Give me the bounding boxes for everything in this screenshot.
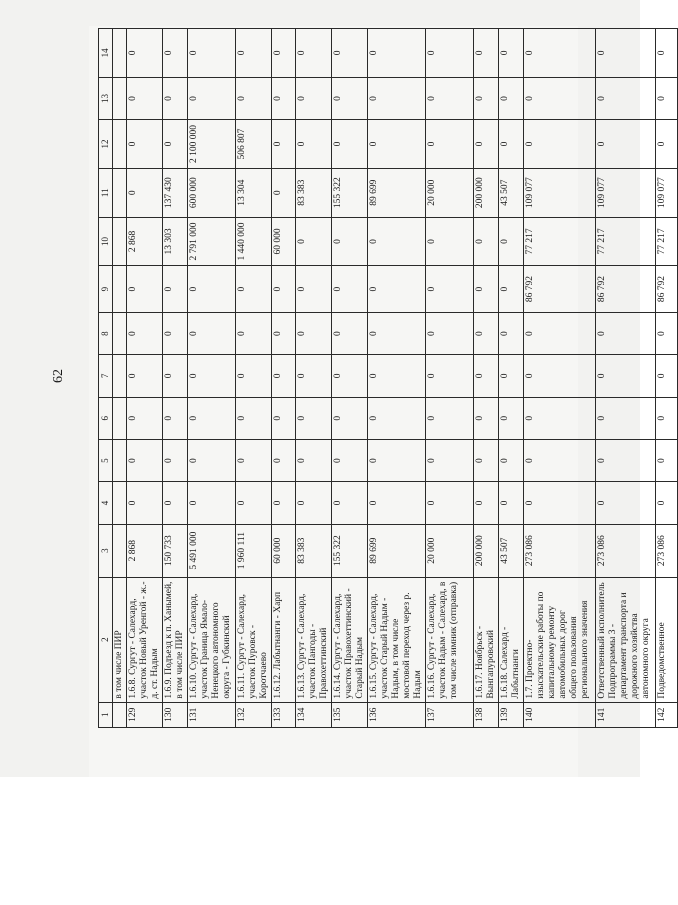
value-cell: 0 bbox=[296, 120, 332, 169]
value-cell: 0 bbox=[332, 266, 368, 313]
value-cell: 0 bbox=[236, 397, 272, 439]
value-cell: 0 bbox=[426, 77, 474, 119]
column-number-header: 8 bbox=[99, 312, 113, 354]
value-cell: 109 077 bbox=[596, 168, 656, 217]
value-cell: 20 000 bbox=[426, 168, 474, 217]
value-cell: 13 304 bbox=[236, 168, 272, 217]
value-cell: 155 322 bbox=[332, 168, 368, 217]
value-cell: 0 bbox=[426, 29, 474, 78]
value-cell bbox=[113, 29, 127, 78]
value-cell: 0 bbox=[596, 482, 656, 524]
row-name-cell: 1.6.17. Ноябрьск - Вынгапуровский bbox=[474, 577, 499, 702]
column-number-header: 5 bbox=[99, 439, 113, 481]
value-cell: 0 bbox=[188, 312, 236, 354]
value-cell: 0 bbox=[127, 120, 163, 169]
value-cell: 0 bbox=[368, 77, 426, 119]
value-cell: 0 bbox=[272, 29, 296, 78]
budget-table bbox=[98, 28, 678, 728]
value-cell: 0 bbox=[127, 439, 163, 481]
value-cell: 0 bbox=[499, 397, 524, 439]
value-cell: 60 000 bbox=[272, 217, 296, 266]
value-cell: 0 bbox=[188, 439, 236, 481]
value-cell: 13 303 bbox=[163, 217, 188, 266]
value-cell: 0 bbox=[163, 77, 188, 119]
value-cell bbox=[113, 312, 127, 354]
value-cell: 0 bbox=[236, 439, 272, 481]
value-cell: 0 bbox=[499, 439, 524, 481]
value-cell: 0 bbox=[332, 439, 368, 481]
value-cell: 2 868 bbox=[127, 217, 163, 266]
value-cell: 0 bbox=[474, 77, 499, 119]
value-cell: 200 000 bbox=[474, 524, 499, 577]
value-cell: 273 086 bbox=[656, 524, 678, 577]
value-cell: 2 100 000 bbox=[188, 120, 236, 169]
value-cell: 0 bbox=[524, 482, 596, 524]
value-cell: 506 807 bbox=[236, 120, 272, 169]
column-number-header: 7 bbox=[99, 355, 113, 397]
table-row bbox=[426, 29, 474, 728]
value-cell: 0 bbox=[127, 482, 163, 524]
value-cell: 109 077 bbox=[656, 168, 678, 217]
page-number: 62 bbox=[51, 369, 66, 383]
value-cell: 0 bbox=[127, 266, 163, 313]
value-cell: 0 bbox=[332, 120, 368, 169]
value-cell: 0 bbox=[127, 397, 163, 439]
value-cell: 0 bbox=[499, 266, 524, 313]
value-cell: 43 507 bbox=[499, 168, 524, 217]
row-index-cell: 129 bbox=[127, 702, 163, 727]
value-cell: 0 bbox=[272, 482, 296, 524]
value-cell: 0 bbox=[596, 397, 656, 439]
column-number-header: 2 bbox=[99, 577, 113, 702]
bottom-margin bbox=[0, 777, 640, 905]
value-cell: 0 bbox=[426, 439, 474, 481]
value-cell: 0 bbox=[426, 312, 474, 354]
value-cell: 600 000 bbox=[188, 168, 236, 217]
value-cell: 0 bbox=[596, 312, 656, 354]
value-cell: 0 bbox=[596, 77, 656, 119]
value-cell: 77 217 bbox=[656, 217, 678, 266]
table-row bbox=[163, 29, 188, 728]
table-row bbox=[127, 29, 163, 728]
column-number-header: 1 bbox=[99, 702, 113, 727]
value-cell: 0 bbox=[596, 439, 656, 481]
value-cell: 0 bbox=[368, 120, 426, 169]
value-cell bbox=[113, 482, 127, 524]
row-index-cell: 131 bbox=[188, 702, 236, 727]
value-cell: 0 bbox=[272, 120, 296, 169]
value-cell: 0 bbox=[474, 266, 499, 313]
value-cell: 0 bbox=[656, 397, 678, 439]
value-cell: 5 491 000 bbox=[188, 524, 236, 577]
value-cell: 0 bbox=[127, 77, 163, 119]
value-cell: 0 bbox=[272, 355, 296, 397]
column-number-header: 11 bbox=[99, 168, 113, 217]
value-cell: 0 bbox=[188, 355, 236, 397]
value-cell: 1 440 000 bbox=[236, 217, 272, 266]
table-row bbox=[272, 29, 296, 728]
value-cell: 0 bbox=[499, 77, 524, 119]
value-cell: 0 bbox=[163, 29, 188, 78]
value-cell: 0 bbox=[524, 29, 596, 78]
value-cell: 0 bbox=[368, 312, 426, 354]
value-cell: 0 bbox=[656, 355, 678, 397]
table-row bbox=[656, 29, 678, 728]
value-cell: 0 bbox=[236, 355, 272, 397]
table-row bbox=[113, 29, 127, 728]
value-cell: 0 bbox=[499, 120, 524, 169]
row-index-cell: 135 bbox=[332, 702, 368, 727]
row-name-cell: Подведомственное bbox=[656, 577, 678, 702]
value-cell: 0 bbox=[426, 120, 474, 169]
row-name-cell: 1.6.16. Сургут - Салехард, участок Надым - Салехард, в том числе зимник (отправка) bbox=[426, 577, 474, 702]
value-cell: 200 000 bbox=[474, 168, 499, 217]
table-row bbox=[368, 29, 426, 728]
value-cell: 0 bbox=[474, 355, 499, 397]
value-cell: 150 733 bbox=[163, 524, 188, 577]
value-cell: 0 bbox=[296, 355, 332, 397]
column-number-header: 13 bbox=[99, 77, 113, 119]
value-cell: 0 bbox=[163, 312, 188, 354]
value-cell: 0 bbox=[332, 77, 368, 119]
value-cell: 0 bbox=[127, 168, 163, 217]
row-name-cell: Ответственный исполнитель Подпрограммы 3 - департамент транспорта и дорожного хозяйства автономного округа bbox=[596, 577, 656, 702]
value-cell: 83 383 bbox=[296, 168, 332, 217]
value-cell bbox=[113, 120, 127, 169]
row-name-cell: 1.6.15. Сургут - Салехард, участок Старый Надым - Надым, в том числе мостовой переход через р. Надым bbox=[368, 577, 426, 702]
value-cell: 0 bbox=[656, 29, 678, 78]
value-cell: 0 bbox=[368, 266, 426, 313]
value-cell: 77 217 bbox=[596, 217, 656, 266]
value-cell: 0 bbox=[236, 482, 272, 524]
value-cell: 137 430 bbox=[163, 168, 188, 217]
value-cell: 273 086 bbox=[524, 524, 596, 577]
value-cell: 0 bbox=[474, 397, 499, 439]
value-cell: 0 bbox=[163, 120, 188, 169]
value-cell: 0 bbox=[127, 29, 163, 78]
value-cell: 0 bbox=[474, 439, 499, 481]
value-cell: 86 792 bbox=[656, 266, 678, 313]
row-name-cell: 1.6.18. Салехард - Лабытнанги bbox=[499, 577, 524, 702]
value-cell: 0 bbox=[474, 217, 499, 266]
value-cell: 0 bbox=[426, 217, 474, 266]
value-cell: 86 792 bbox=[524, 266, 596, 313]
table-row bbox=[188, 29, 236, 728]
value-cell: 0 bbox=[332, 482, 368, 524]
value-cell: 0 bbox=[524, 120, 596, 169]
value-cell: 0 bbox=[296, 482, 332, 524]
value-cell: 273 086 bbox=[596, 524, 656, 577]
row-name-cell: 1.6.14. Сургут - Салехард, участок Правохеттинский - Старый Надым bbox=[332, 577, 368, 702]
value-cell: 109 077 bbox=[524, 168, 596, 217]
row-name-cell: 1.6.9. Подъезд к п. Ханымей, в том числе ПИР bbox=[163, 577, 188, 702]
value-cell: 20 000 bbox=[426, 524, 474, 577]
value-cell: 0 bbox=[656, 439, 678, 481]
column-number-header: 14 bbox=[99, 29, 113, 78]
value-cell: 89 699 bbox=[368, 168, 426, 217]
value-cell: 0 bbox=[296, 217, 332, 266]
value-cell: 0 bbox=[426, 397, 474, 439]
value-cell: 0 bbox=[163, 266, 188, 313]
value-cell: 0 bbox=[127, 312, 163, 354]
value-cell: 0 bbox=[524, 355, 596, 397]
value-cell: 43 507 bbox=[499, 524, 524, 577]
row-index-cell: 139 bbox=[499, 702, 524, 727]
value-cell: 0 bbox=[188, 29, 236, 78]
row-index-cell: 133 bbox=[272, 702, 296, 727]
value-cell bbox=[113, 439, 127, 481]
value-cell: 0 bbox=[368, 397, 426, 439]
value-cell: 0 bbox=[296, 29, 332, 78]
value-cell: 83 383 bbox=[296, 524, 332, 577]
value-cell: 0 bbox=[368, 29, 426, 78]
column-number-header: 12 bbox=[99, 120, 113, 169]
value-cell: 0 bbox=[236, 312, 272, 354]
value-cell: 0 bbox=[368, 355, 426, 397]
value-cell: 0 bbox=[188, 397, 236, 439]
value-cell bbox=[113, 397, 127, 439]
value-cell: 89 699 bbox=[368, 524, 426, 577]
value-cell: 0 bbox=[368, 439, 426, 481]
value-cell: 0 bbox=[296, 397, 332, 439]
table-row bbox=[524, 29, 596, 728]
value-cell: 0 bbox=[332, 355, 368, 397]
value-cell bbox=[113, 266, 127, 313]
table-header-row bbox=[99, 29, 113, 728]
row-index-cell: 141 bbox=[596, 702, 656, 727]
value-cell: 0 bbox=[656, 482, 678, 524]
value-cell: 0 bbox=[236, 77, 272, 119]
row-index-cell: 130 bbox=[163, 702, 188, 727]
value-cell: 0 bbox=[163, 355, 188, 397]
row-index-cell: 138 bbox=[474, 702, 499, 727]
value-cell: 0 bbox=[499, 312, 524, 354]
value-cell: 0 bbox=[368, 482, 426, 524]
value-cell: 0 bbox=[524, 439, 596, 481]
value-cell: 0 bbox=[524, 77, 596, 119]
row-name-cell: 1.6.13. Сургут - Салехард, участок Пангоды - Правохеттинский bbox=[296, 577, 332, 702]
value-cell: 0 bbox=[188, 266, 236, 313]
row-index-cell: 142 bbox=[656, 702, 678, 727]
value-cell: 2 868 bbox=[127, 524, 163, 577]
value-cell: 0 bbox=[188, 482, 236, 524]
row-index-cell bbox=[113, 702, 127, 727]
value-cell: 0 bbox=[499, 355, 524, 397]
table-row bbox=[596, 29, 656, 728]
value-cell: 0 bbox=[332, 312, 368, 354]
value-cell: 0 bbox=[188, 77, 236, 119]
row-index-cell: 136 bbox=[368, 702, 426, 727]
value-cell: 0 bbox=[426, 266, 474, 313]
budget-table-rotated bbox=[98, 28, 667, 728]
value-cell: 2 791 000 bbox=[188, 217, 236, 266]
value-cell: 60 000 bbox=[272, 524, 296, 577]
value-cell: 0 bbox=[163, 397, 188, 439]
value-cell: 0 bbox=[499, 29, 524, 78]
row-name-cell: 1.6.10. Сургут - Салехард, участок Граница Ямало-Ненецкого автономного округа - Губкинский bbox=[188, 577, 236, 702]
value-cell: 0 bbox=[474, 312, 499, 354]
value-cell: 0 bbox=[127, 355, 163, 397]
table-row bbox=[474, 29, 499, 728]
value-cell: 0 bbox=[332, 29, 368, 78]
value-cell: 0 bbox=[524, 312, 596, 354]
column-number-header: 6 bbox=[99, 397, 113, 439]
value-cell: 0 bbox=[236, 29, 272, 78]
value-cell: 0 bbox=[656, 120, 678, 169]
value-cell: 0 bbox=[474, 120, 499, 169]
value-cell: 0 bbox=[499, 217, 524, 266]
value-cell: 0 bbox=[296, 439, 332, 481]
value-cell: 0 bbox=[596, 29, 656, 78]
row-index-cell: 132 bbox=[236, 702, 272, 727]
column-number-header: 10 bbox=[99, 217, 113, 266]
value-cell: 0 bbox=[272, 266, 296, 313]
value-cell: 0 bbox=[296, 77, 332, 119]
row-index-cell: 137 bbox=[426, 702, 474, 727]
column-number-header: 3 bbox=[99, 524, 113, 577]
value-cell: 0 bbox=[426, 482, 474, 524]
value-cell: 0 bbox=[474, 29, 499, 78]
table-row bbox=[332, 29, 368, 728]
value-cell: 0 bbox=[163, 482, 188, 524]
value-cell: 0 bbox=[296, 266, 332, 313]
value-cell bbox=[113, 77, 127, 119]
value-cell: 0 bbox=[596, 120, 656, 169]
table-row bbox=[499, 29, 524, 728]
table-row bbox=[296, 29, 332, 728]
value-cell: 86 792 bbox=[596, 266, 656, 313]
value-cell: 0 bbox=[524, 397, 596, 439]
row-name-cell: 1.7. Проектно-изыскательские работы по капитальному ремонту автомобильных дорог общего пользования регионального значения bbox=[524, 577, 596, 702]
value-cell: 0 bbox=[272, 77, 296, 119]
value-cell: 0 bbox=[656, 312, 678, 354]
value-cell: 0 bbox=[499, 482, 524, 524]
value-cell: 1 960 111 bbox=[236, 524, 272, 577]
value-cell: 0 bbox=[332, 397, 368, 439]
value-cell bbox=[113, 524, 127, 577]
value-cell: 0 bbox=[272, 168, 296, 217]
value-cell: 0 bbox=[596, 355, 656, 397]
value-cell: 0 bbox=[272, 439, 296, 481]
value-cell: 0 bbox=[272, 397, 296, 439]
value-cell: 0 bbox=[272, 312, 296, 354]
value-cell: 0 bbox=[163, 439, 188, 481]
table-row bbox=[236, 29, 272, 728]
value-cell: 0 bbox=[236, 266, 272, 313]
value-cell bbox=[113, 168, 127, 217]
column-number-header: 4 bbox=[99, 482, 113, 524]
value-cell: 155 322 bbox=[332, 524, 368, 577]
column-number-header: 9 bbox=[99, 266, 113, 313]
value-cell: 0 bbox=[296, 312, 332, 354]
row-name-cell: 1.6.11. Сургут - Салехард, участок Пуровск - Коротчаево bbox=[236, 577, 272, 702]
row-name-cell: 1.6.12. Лабытнанги - Харп bbox=[272, 577, 296, 702]
row-index-cell: 134 bbox=[296, 702, 332, 727]
value-cell: 0 bbox=[474, 482, 499, 524]
row-index-cell: 140 bbox=[524, 702, 596, 727]
value-cell: 0 bbox=[332, 217, 368, 266]
row-name-cell: 1.6.8. Сургут - Салехард, участок Новый Уренгой - ж.-д. ст. Надым bbox=[127, 577, 163, 702]
value-cell bbox=[113, 355, 127, 397]
value-cell: 0 bbox=[368, 217, 426, 266]
value-cell: 77 217 bbox=[524, 217, 596, 266]
value-cell: 0 bbox=[426, 355, 474, 397]
row-name-cell: в том числе ПИР bbox=[113, 577, 127, 702]
value-cell bbox=[113, 217, 127, 266]
value-cell: 0 bbox=[656, 77, 678, 119]
